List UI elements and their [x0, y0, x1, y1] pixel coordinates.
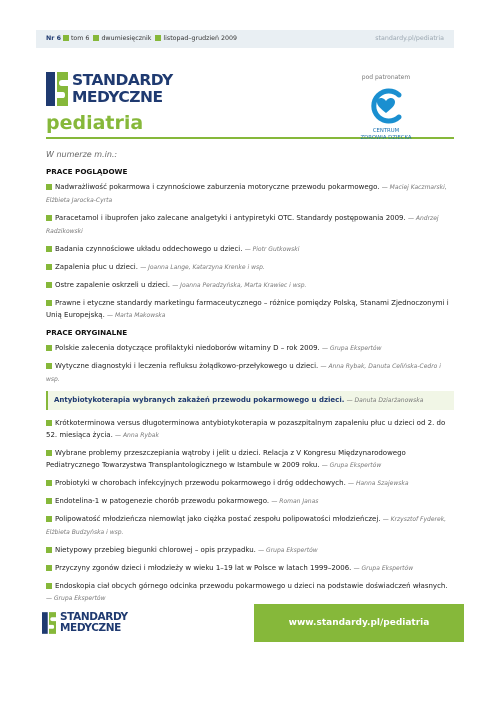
bullet-square-icon — [46, 565, 52, 571]
item-title: Nadwrażliwość pokarmowa i czynnościowe zaburzenia motoryczne przewodu pokarmowego. — [55, 183, 380, 191]
list-item — [46, 544, 454, 557]
footer-logo — [42, 612, 162, 636]
item-title: Zapalenia płuc u dzieci. — [55, 263, 138, 271]
item-title: Ostre zapalenie oskrzeli u dzieci. — [55, 281, 171, 289]
logo-text-line2: MEDYCZNE — [72, 88, 163, 106]
bullet-square-icon — [46, 363, 52, 369]
item-title: Polskie zalecenia dotyczące profilaktyki niedoborów witaminy D – rok 2009. — [55, 344, 320, 352]
list-item — [46, 360, 454, 386]
bullet-square-icon — [63, 35, 69, 41]
bullet-square-icon — [46, 345, 52, 351]
patron-label: pod patronatem — [361, 74, 411, 81]
highlight-authors: — Danuta Dziarżanowska — [346, 397, 424, 404]
bullet-square-icon — [46, 300, 52, 306]
contents-list — [46, 166, 454, 610]
logo-text-line1: STANDARDY — [72, 71, 173, 89]
bullet-square-icon — [46, 480, 52, 486]
group-title: PRACE POGLĄDOWE — [46, 167, 128, 176]
item-authors: — Maciej Kaczmarski, Elżbieta Jarocka-Cyrta — [46, 184, 447, 204]
footer-logo-line1: STANDARDY — [60, 611, 128, 623]
bullet-square-icon — [46, 420, 52, 426]
bullet-square-icon — [46, 184, 52, 190]
list-item — [46, 181, 454, 207]
bullet-square-icon — [155, 35, 161, 41]
item-authors: — Grupa Ekspertów — [258, 547, 318, 554]
list-item — [46, 243, 454, 256]
footer-logo-line2: MEDYCZNE — [60, 622, 121, 634]
issue-info — [46, 35, 237, 42]
item-authors: — Piotr Gutkowski — [244, 246, 300, 253]
bullet-square-icon — [46, 282, 52, 288]
list-item — [46, 297, 454, 322]
item-authors: — Andrzej Radzikowski — [46, 215, 439, 235]
header-bar — [36, 30, 454, 48]
intro-text: W numerze m.in.: — [46, 150, 118, 159]
item-authors: — Grupa Ekspertów — [321, 462, 382, 469]
item-title: Endotelina-1 w patogenezie chorób przewodu pokarmowego. — [55, 497, 270, 505]
item-authors: — Grupa Ekspertów — [46, 595, 106, 602]
list-item — [46, 580, 454, 605]
item-authors: — Krzysztof Fyderek, Elżbieta Budzyńska i wsp. — [46, 516, 447, 536]
list-item — [46, 279, 454, 292]
item-authors: — Joanna Lange, Katarzyna Krenke i wsp. — [140, 264, 265, 271]
item-authors: — Grupa Ekspertów — [321, 345, 382, 352]
patron-org-line1: CENTRUM — [372, 128, 400, 134]
list-item — [46, 513, 454, 539]
section-title: pediatria — [46, 112, 144, 134]
item-title: Endoskopia ciał obcych górnego odcinka przewodu pokarmowego u dzieci na podstawie doświadczeń własnych. — [55, 582, 448, 590]
list-item — [46, 417, 454, 442]
list-item — [46, 212, 454, 238]
item-title: Krótkoterminowa versus długoterminowa antybiotykoterapia w pozaszpitalnym zapaleniu płuc u dzieci od 2. do 52. miesiąca życia. — [46, 419, 446, 439]
bullet-square-icon — [46, 264, 52, 270]
item-title: Polipowatość młodzieńcza niemowląt jako ciężka postać zespołu polipowatości młodzieńczej. — [55, 515, 381, 523]
bullet-square-icon — [93, 35, 99, 41]
list-item — [46, 447, 454, 472]
volume: tom 6 — [70, 35, 90, 42]
period: listopad–grudzień 2009 — [163, 35, 238, 42]
item-title: Paracetamol i ibuprofen jako zalecane analgetyki i antypiretyki OTC. Standardy postępowania 2009. — [55, 214, 406, 222]
item-authors: — Marta Makowska — [107, 312, 166, 319]
issue-number: Nr 6 — [46, 35, 61, 42]
bullet-square-icon — [46, 498, 52, 504]
bullet-square-icon — [46, 215, 52, 221]
list-item — [46, 342, 454, 355]
list-item — [46, 495, 454, 508]
bullet-square-icon — [46, 547, 52, 553]
item-title: Przyczyny zgonów dzieci i młodzieży w wieku 1–19 lat w Polsce w latach 1999–2006. — [55, 564, 352, 572]
list-item — [46, 562, 454, 575]
list-item — [46, 477, 454, 490]
item-authors: — Anna Rybak, Danuta Celińska-Cedro i wsp. — [46, 363, 441, 383]
header-url-link[interactable]: standardy.pl/pediatria — [375, 35, 444, 42]
item-title: Probiotyki w chorobach infekcyjnych przewodu pokarmowego i dróg oddechowych. — [55, 479, 346, 487]
group-title: PRACE ORYGINALNE — [46, 328, 128, 337]
item-authors: — Roman Janas — [271, 498, 319, 505]
patron-block — [344, 74, 428, 142]
footer-url-banner[interactable] — [254, 604, 464, 642]
bullet-square-icon — [46, 516, 52, 522]
patron-org-line2: ZDROWIA DZIECKA — [360, 135, 412, 141]
item-authors: — Grupa Ekspertów — [353, 565, 414, 572]
item-authors: — Hanna Szajewska — [348, 480, 409, 487]
footer-url-link[interactable]: www.standardy.pl/pediatria — [288, 618, 430, 628]
item-authors: — Joanna Peradzyńska, Marta Krawiec i wsp. — [172, 282, 307, 289]
bullet-square-icon — [46, 246, 52, 252]
frequency: dwumiesięcznik — [101, 35, 152, 42]
item-title: Wybrane problemy przeszczepiania wątroby i jelit u dzieci. Relacja z V Kongresu Międzynarodowego Pediatrycznego Towarzystwa Transplantologicznego w Istambule w 2009 roku. — [46, 449, 406, 469]
item-authors: — Anna Rybak — [115, 432, 159, 439]
standardy-medyczne-logo — [46, 72, 196, 108]
highlighted-article — [46, 391, 454, 410]
item-title: Badania czynnościowe układu oddechowego u dzieci. — [55, 245, 243, 253]
item-title: Wytyczne diagnostyki i leczenia refluksu żołądkowo-przełykowego u dzieci. — [55, 362, 319, 370]
list-item — [46, 261, 454, 274]
logo-mark-icon — [46, 72, 68, 106]
item-title: Nietypowy przebieg biegunki chlorowej – opis przypadku. — [55, 546, 256, 554]
heart-c-icon — [366, 86, 406, 126]
highlight-title: Antybiotykoterapia wybranych zakażeń przewodu pokarmowego u dzieci. — [54, 396, 345, 404]
bullet-square-icon — [46, 583, 52, 589]
bullet-square-icon — [46, 450, 52, 456]
item-title: Prawne i etyczne standardy marketingu farmaceutycznego – różnice pomiędzy Polską, Stanami Zjednoczonymi i Unią Europejską. — [46, 299, 449, 319]
logo-mark-icon — [42, 612, 56, 634]
